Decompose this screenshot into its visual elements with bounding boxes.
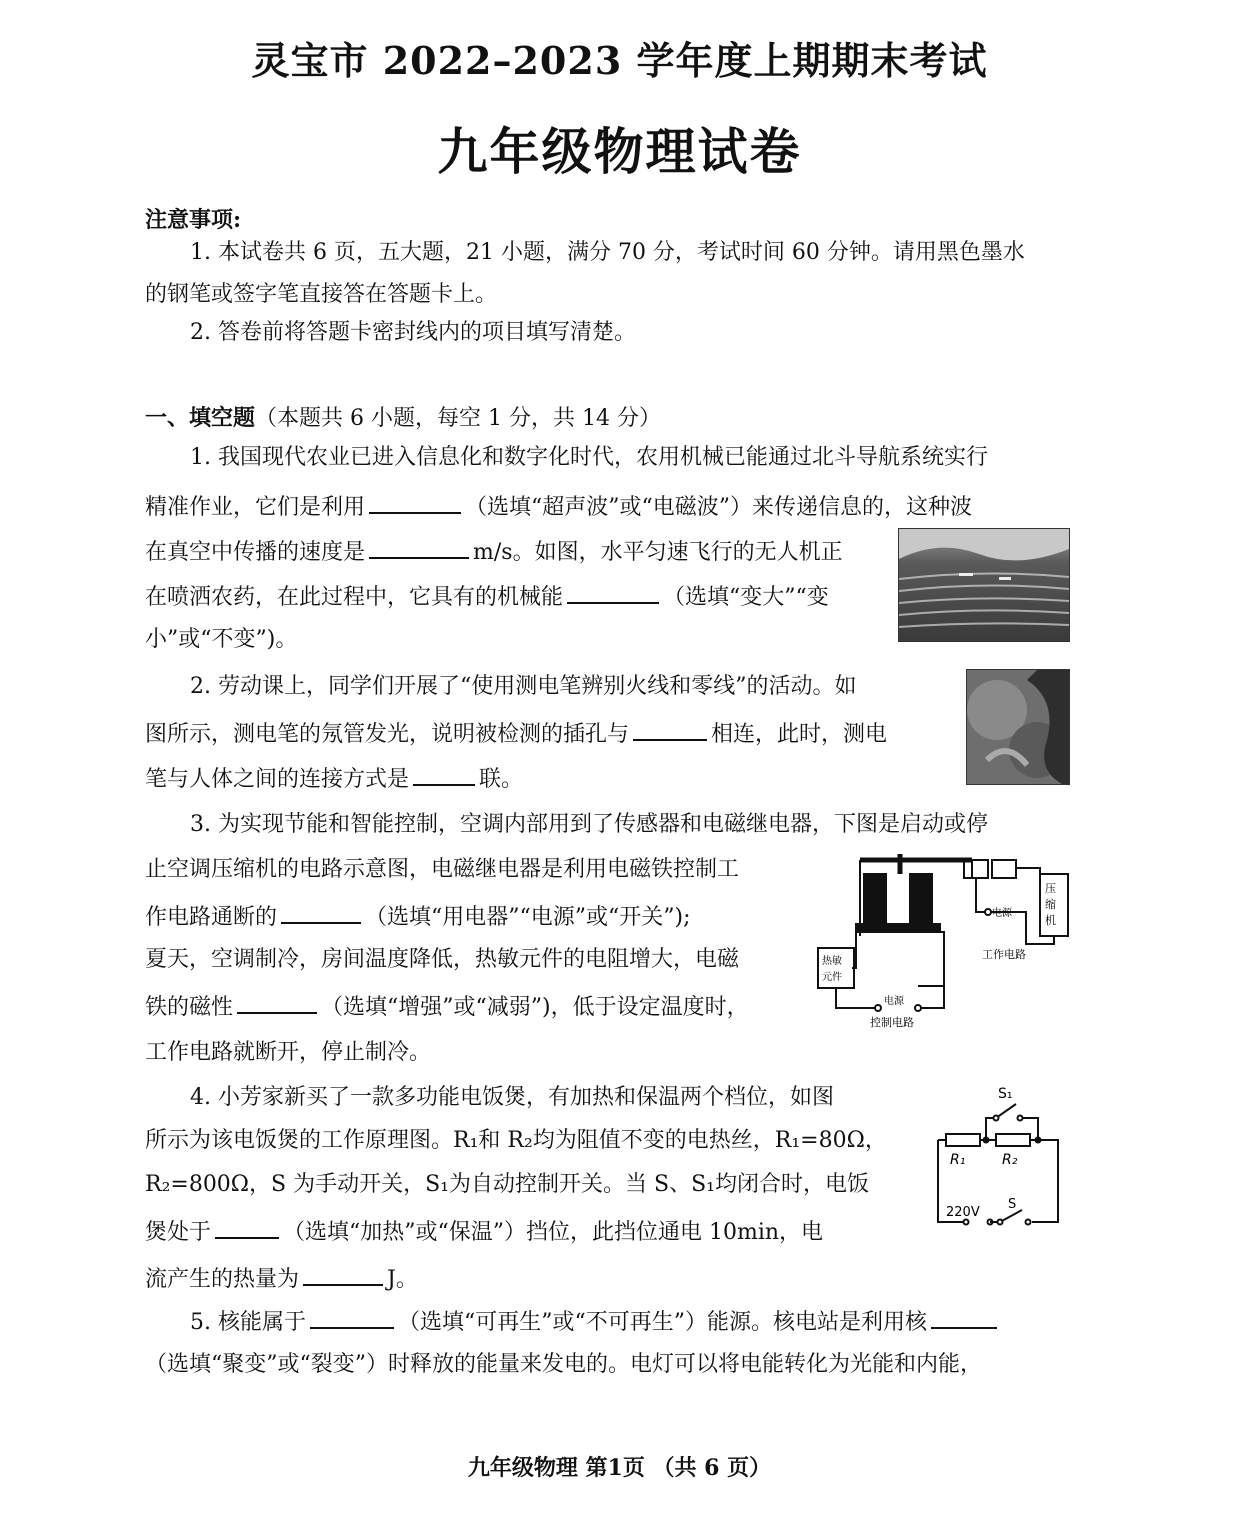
q4-line-1: 4. 小芳家新买了一款多功能电饭煲，有加热和保温两个档位，如图 [190,1085,834,1110]
rice-cooker-circuit-diagram [928,1082,1068,1232]
q4-line-5 [145,1262,418,1295]
q4-text: （选填“加热”或“保温”）挡位，此挡位通电 10min，电 [283,1220,824,1245]
q4-text: 煲处于 [145,1220,212,1245]
exam-subtitle: 九年级物理试卷 [437,122,802,181]
q1-line-2 [145,490,972,523]
q1-text: （选填“超声波”或“电磁波”）来传递信息的，这种波 [465,495,973,520]
control-circuit-label: 控制电路 [870,1016,914,1028]
q4-line-2: 所示为该电饭煲的工作原理图。R₁和 R₂均为阻值不变的电热丝，R₁=80Ω， [145,1128,887,1153]
q1-line-5: 小”或“不变”)。 [145,627,298,652]
q1-text: m/s。如图，水平匀速飞行的无人机正 [473,540,843,565]
q4-text: 流产生的热量为 [145,1267,300,1292]
test-pen-photo [966,669,1070,785]
relay-circuit-diagram [812,848,1077,1028]
answer-blank[interactable] [281,900,361,924]
answer-blank[interactable] [310,1305,394,1329]
q1-text: 在真空中传播的速度是 [145,540,366,565]
drone-photo [898,528,1070,642]
answer-blank[interactable] [369,535,469,559]
answer-blank[interactable] [567,580,659,604]
q2-text: 联。 [479,767,524,792]
thermistor-label-1: 热敏 [822,956,842,967]
q3-text: （选填“用电器”“电源”或“开关”); [365,905,691,930]
notes-item-1b: 的钢笔或签字笔直接答在答题卡上。 [145,282,498,307]
q3-line-6: 工作电路就断开，停止制冷。 [145,1040,432,1065]
q3-line-5 [145,990,749,1023]
q3-text: （选填“增强”或“减弱”)，低于设定温度时， [321,995,749,1020]
voltage-label: 220V [946,1205,980,1220]
q3-line-2: 止空调压缩机的电路示意图，电磁继电器是利用电磁铁控制工 [145,857,740,882]
q5-line-2: （选填“聚变”或“裂变”）时释放的能量来发电的。电灯可以将电能转化为光能和内能， [145,1352,982,1377]
section-title: 一、填空题 [145,405,256,431]
answer-blank[interactable] [369,490,461,514]
q5-text: 5. 核能属于 [190,1310,306,1335]
q5-line-1 [190,1305,1001,1338]
q2-text: 图所示，测电笔的氖管发光，说明被检测的插孔与 [145,722,630,747]
compressor-label-1: 压 [1045,882,1056,895]
q3-line-3 [145,900,691,933]
q1-line-4 [145,580,829,613]
answer-blank[interactable] [237,990,317,1014]
exam-title: 灵宝市 2022–2023 学年度上期期末考试 [251,38,988,83]
q2-line-2 [145,717,887,750]
q4-line-3: R₂=800Ω，S 为手动开关，S₁为自动控制开关。当 S、S₁均闭合时，电饭 [145,1172,869,1197]
r1-label: R₁ [950,1152,966,1168]
q1-line-1: 1. 我国现代农业已进入信息化和数字化时代，农用机械已能通过北斗导航系统实行 [190,445,988,470]
page-footer: 九年级物理 第1页 （共 6 页） [467,1455,772,1481]
notes-heading: 注意事项: [145,207,242,233]
q3-line-1: 3. 为实现节能和智能控制，空调内部用到了传感器和电磁继电器，下图是启动或停 [190,812,988,837]
thermistor-label-2: 元件 [822,972,842,983]
q1-text: （选填“变大”“变 [663,585,829,610]
q3-text: 铁的磁性 [145,995,234,1020]
q2-line-1: 2. 劳动课上，同学们开展了“使用测电笔辨别火线和零线”的活动。如 [190,674,857,699]
q2-text: 笔与人体之间的连接方式是 [145,767,410,792]
q3-text: 作电路通断的 [145,905,278,930]
answer-blank[interactable] [215,1215,279,1239]
control-power-label: 电源 [884,996,904,1007]
q1-text: 精准作业，它们是利用 [145,495,366,520]
q3-line-4: 夏天，空调制冷，房间温度降低，热敏元件的电阻增大，电磁 [145,947,740,972]
work-circuit-label: 工作电路 [982,948,1026,961]
q5-text: （选填“可再生”或“不可再生”）能源。核电站是利用核 [397,1310,927,1335]
q1-text: 在喷洒农药，在此过程中，它具有的机械能 [145,585,564,610]
s-label: S [1008,1197,1017,1212]
compressor-label-2: 缩 [1045,898,1056,911]
compressor-label-3: 机 [1045,914,1056,927]
q2-text: 相连，此时，测电 [711,722,888,747]
answer-blank[interactable] [303,1262,383,1286]
answer-blank[interactable] [931,1305,997,1329]
work-power-label: 电源 [992,908,1012,919]
answer-blank[interactable] [633,717,707,741]
section-note: （本题共 6 小题，每空 1 分，共 14 分） [255,406,661,431]
r2-label: R₂ [1002,1152,1018,1168]
q4-text: J。 [387,1267,418,1292]
notes-item-1a: 1. 本试卷共 6 页，五大题，21 小题，满分 70 分，考试时间 60 分钟。请用黑色墨水 [190,240,1025,265]
notes-item-2: 2. 答卷前将答题卡密封线内的项目填写清楚。 [190,320,636,345]
answer-blank[interactable] [413,762,475,786]
s1-label: S₁ [998,1086,1013,1102]
q2-line-3 [145,762,523,795]
q1-line-3 [145,535,843,568]
q4-line-4 [145,1215,823,1248]
section-heading [145,403,661,434]
